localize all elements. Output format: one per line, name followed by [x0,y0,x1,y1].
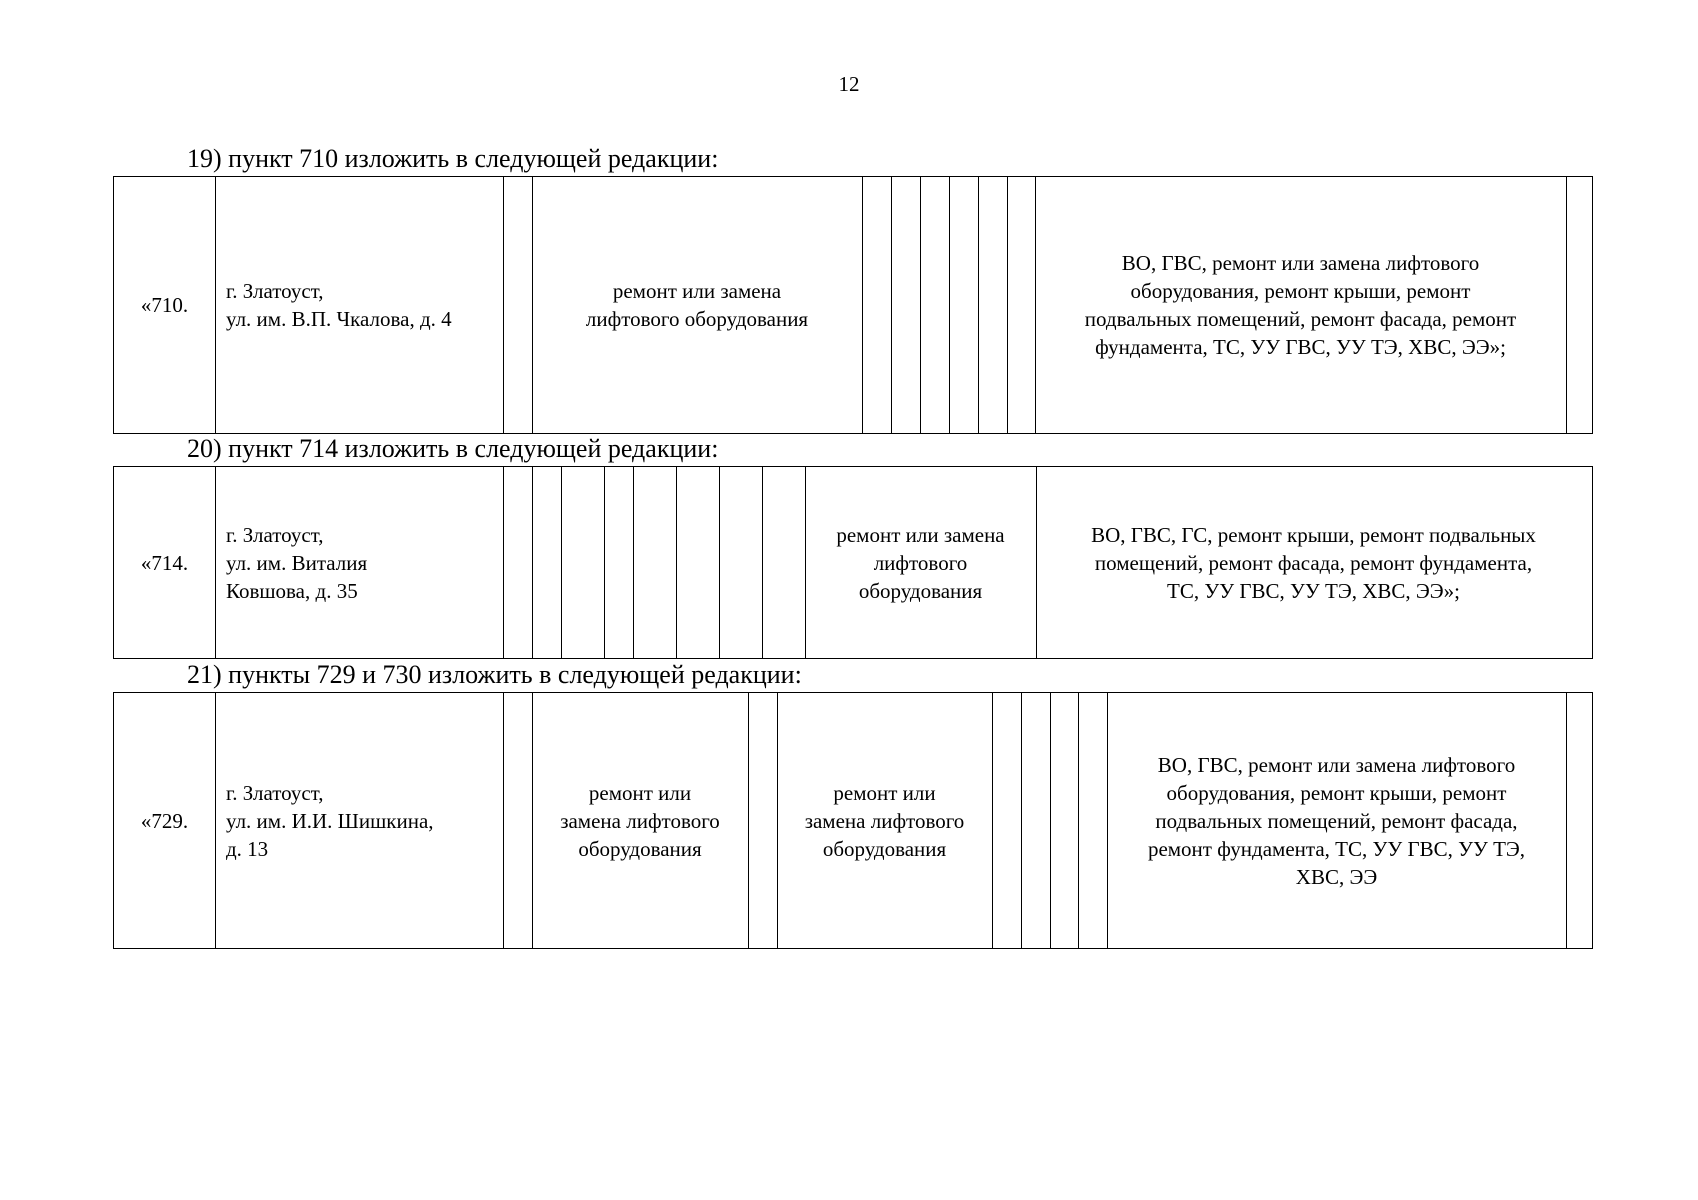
work-line: лифтового оборудования [585,307,809,331]
address-line: г. Златоуст, [226,522,324,547]
table-row-710 [113,176,1593,434]
work-cell-a [532,693,748,948]
address-cell [215,467,503,658]
section-heading-714: 20) пункт 714 изложить в следующей редакции: [187,434,719,463]
work-cell [532,177,862,433]
services-line: ВО, ГВС, ремонт или замена лифтового [1157,752,1516,777]
row-number-cell [114,467,215,658]
address-line: ул. им. И.И. Шишкина, [226,808,434,833]
work-line: ремонт или замена [836,522,1005,547]
services-line: ТС, УУ ГВС, УУ ТЭ, ХВС, ЭЭ»; [1167,578,1460,603]
services-line: ВО, ГВС, ГС, ремонт крыши, ремонт подвальных [1091,522,1536,547]
work-line: лифтового [873,550,968,575]
work-line: замена лифтового [804,808,965,833]
services-cell [1035,177,1566,433]
services-line: подвальных помещений, ремонт фасада, [1155,808,1518,833]
address-line: г. Златоуст, [226,780,324,805]
services-line: оборудования, ремонт крыши, ремонт [1130,279,1471,303]
row-number-cell [114,177,215,433]
services-cell [1036,467,1591,658]
services-line: оборудования, ремонт крыши, ремонт [1166,780,1507,805]
services-line: ВО, ГВС, ремонт или замена лифтового [1121,251,1480,275]
address-line: г. Златоуст, [226,279,324,303]
services-line: помещений, ремонт фасада, ремонт фундамента, [1094,550,1533,575]
services-cell [1107,693,1566,948]
row-number: «710. [140,293,189,317]
section-heading-710: 19) пункт 710 изложить в следующей редакции: [187,144,719,173]
row-number-cell [114,693,215,948]
row-number: «714. [140,550,189,575]
work-cell [805,467,1036,658]
work-line: ремонт или замена [612,279,782,303]
page-number: 12 [838,72,860,96]
table-row-714 [113,466,1593,659]
services-line: подвальных помещений, ремонт фасада, ремонт [1084,307,1517,331]
work-line: оборудования [858,578,983,603]
services-line: ремонт фундамента, ТС, УУ ГВС, УУ ТЭ, [1147,836,1526,861]
address-line: Ковшова, д. 35 [226,578,358,603]
address-cell [215,693,503,948]
table-row-729 [113,692,1593,949]
row-number: «729. [140,808,189,833]
work-line: оборудования [822,836,947,861]
address-line: ул. им. Виталия [226,550,368,575]
services-line: ХВС, ЭЭ [1295,864,1378,889]
address-cell [215,177,503,433]
work-cell-b [777,693,992,948]
section-heading-729: 21) пункты 729 и 730 изложить в следующей редакции: [187,660,802,689]
address-line: ул. им. В.П. Чкалова, д. 4 [226,307,452,331]
address-line: д. 13 [226,836,269,861]
work-line: ремонт или [588,780,692,805]
work-line: ремонт или [833,780,936,805]
work-line: замена лифтового [560,808,720,833]
services-line: фундамента, ТС, УУ ГВС, УУ ТЭ, ХВС, ЭЭ»; [1095,335,1506,359]
work-line: оборудования [578,836,702,861]
